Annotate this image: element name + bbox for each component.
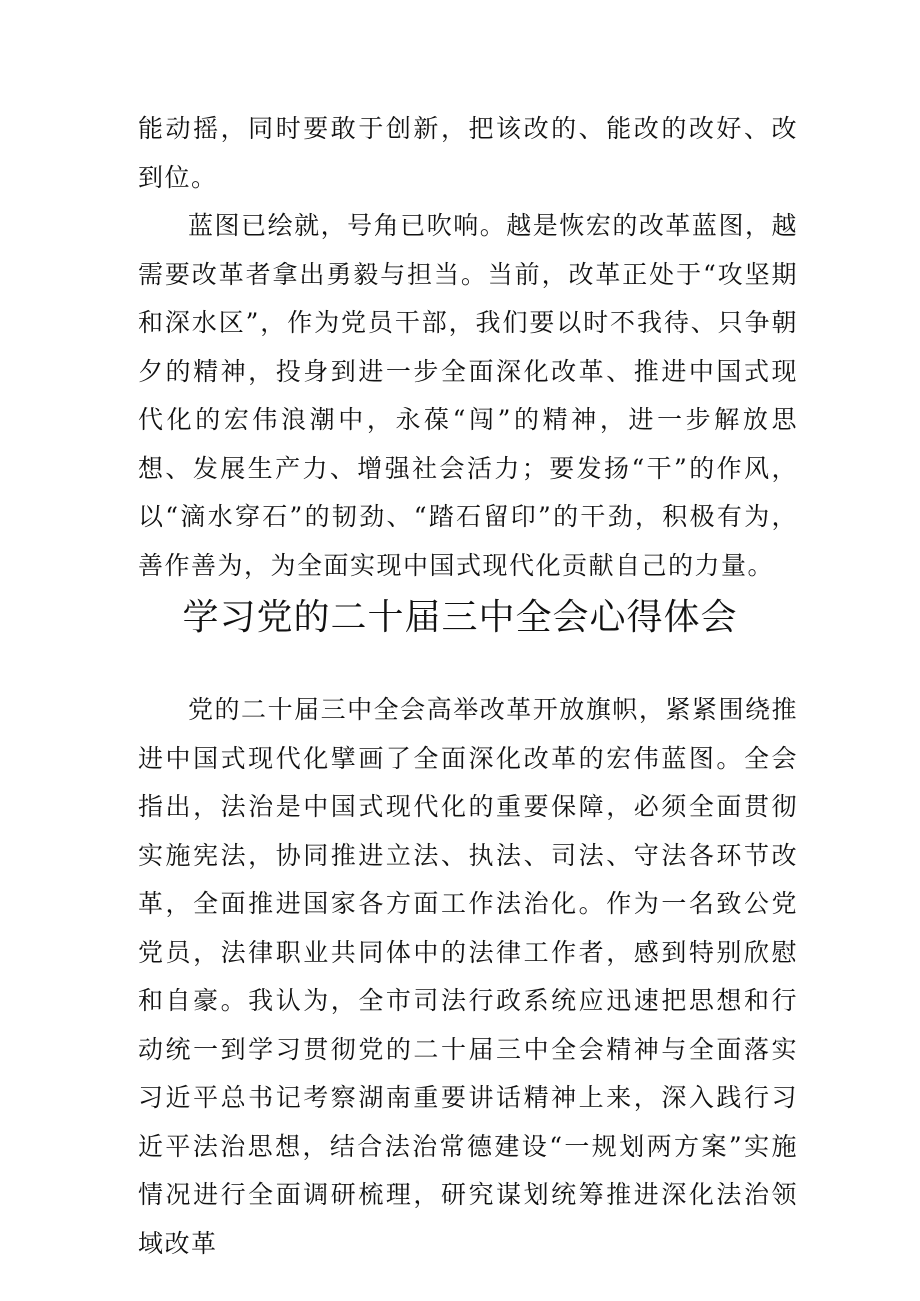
continuation-paragraph: 能动摇，同时要敢于创新，把该改的、能改的改好、改到位。 [138,114,798,192]
body-paragraph: 党的二十届三中全会高举改革开放旗帜，紧紧围绕推进中国式现代化擘画了全面深化改革的宏伟蓝图。全会指出，法治是中国式现代化的重要保障，必须全面贯彻实施宪法，协同推进立法、执法、司法、守法各环节改革，全面推进国家各方面工作法治化。作为一名致公党党员，法律职业共同体中的法律工作者，感到特别欣慰和自豪。我认为，全市司法行政系统应迅速把思想和行动统一到学习贯彻党的二十届三中全会精神与全面落实习近平总书记考察湖南重要讲话精神上来，深入践行习近平法治思想，结合法治常德建设“一规划两方案”实施情况进行全面调研梳理，研究谋划统筹推进深化法治领域改革 [138,695,798,1258]
article-body [138,686,798,1268]
article-title: 学习党的二十届三中全会心得体会 [182,597,738,638]
previous-article-ending [138,105,798,590]
closing-paragraph: 蓝图已绘就，号角已吹响。越是恢宏的改革蓝图，越需要改革者拿出勇毅与担当。当前，改革正处于“攻坚期和深水区”，作为党员干部，我们要以时不我待、只争朝夕的精神，投身到进一步全面深化改革、推进中国式现代化的宏伟浪潮中，永葆“闯”的精神，进一步解放思想、发展生产力、增强社会活力；要发扬“干”的作风，以“滴水穿石”的韧劲、“踏石留印”的干劲，积极有为，善作善为，为全面实现中国式现代化贡献自己的力量。 [138,211,798,580]
